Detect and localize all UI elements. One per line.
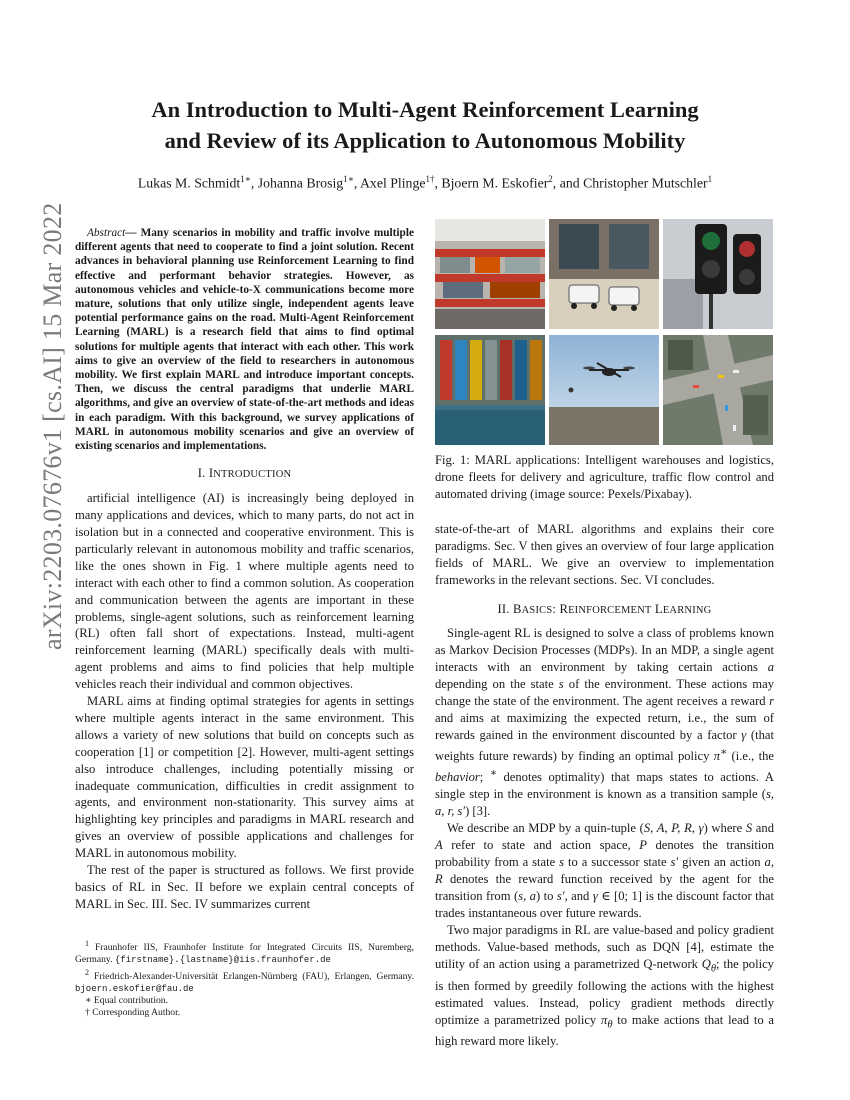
author: Lukas M. Schmidt (137, 175, 241, 191)
drone-photo (549, 335, 659, 445)
author: Axel Plinge (359, 175, 426, 191)
abstract-text: Many scenarios in mobility and traffic involve multiple different agents that need to cooperate to find a joint solution. Recent advances in behavioral planning use Reinforcement Learning to find effective and performant behavior strategies. However, as autonomous vehicles and vehicle-to-X communications become more mature, solutions that only utilize single, independent agents leave potential performance gains on the road. Multi-Agent Reinforcement Learning (MARL) is a research field that aims to find optimal solutions for multiple agents that interact with each other. This work aims to give an overview of the field to researchers in autonomous mobility. We first explain MARL and introduce important concepts. Then, we discuss the central paradigms that underlie MARL algorithms, and give an overview of state-of-the-art methods and ideas in each paradigm. With this background, we survey applications of MARL in autonomous mobility scenarios and give an overview of existing scenarios and implementations. (75, 227, 414, 453)
paper-title (60, 94, 790, 156)
right-column (435, 521, 774, 1050)
footnote-2-email: bjoern.eskofier@fau.de (75, 983, 194, 994)
footnotes (75, 938, 414, 1020)
author-list: Lukas M. Schmidt$^{1∗}$, Johanna Brosig$^{1∗}$, Axel Plinge$^{1\dagger}$, Bjoern M. Eskofier$^2$, and Christopher Mutschler$^1$ (137, 174, 713, 191)
author: Christopher Mutschler (583, 175, 708, 191)
abstract-label: Abstract (87, 227, 126, 239)
title-line-1: An Introduction to Multi-Agent Reinforcement Learning (151, 97, 699, 122)
warehouse-photo (435, 219, 545, 329)
basics-paragraph-3: Two major paradigms in RL are value-based and policy gradient methods. Value-based methods, such as DQN [4], estimate the utility of an action using a parametrized Q-network $Q_\theta$; the policy is then formed by greedily following the actions with the highest estimated values. Instead, policy gradient methods directly optimize a parametrized policy $\pi_\theta$ to make actions that lead to a high reward more likely. (435, 923, 774, 1049)
author: Bjoern M. Eskofier (441, 175, 549, 191)
section-heading-introduction: I. INTRODUCTION (197, 466, 292, 481)
author-affil: 1† (425, 174, 435, 184)
arxiv-stamp-text: arXiv:2203.07676v1 [cs.AI] 15 Mar 2022 (38, 202, 67, 650)
author-affil: 1∗ (343, 174, 354, 184)
footnote-1: $^1$ Fraunhofer IIS, Fraunhofer Institute for Integrated Circuits IIS, Nuremberg, Germany. {firstname}.{lastname}@iis.fraunhofer.de (75, 939, 414, 966)
intro-paragraph-3: The rest of the paper is structured as follows. We first provide basics of RL in Sec. II before we explain central concepts of MARL in Sec. III. Sec. IV summarizes current (75, 863, 414, 911)
intro-paragraph-3-continued: state-of-the-art of MARL algorithms and explains their core paradigms. Sec. V then gives an overview of four large application fields of MARL. We give an overview to implementation frameworks in the relevant sections. Sec. VI concludes. (435, 522, 774, 587)
title-line-2: and Review of its Application to Autonomous Mobility (164, 128, 686, 153)
delivery-robots-photo (549, 219, 659, 329)
city-intersection-photo (663, 335, 773, 445)
author: Johanna Brosig (257, 175, 344, 191)
traffic-light-photo (663, 219, 773, 329)
author-affil: 1 (707, 174, 713, 184)
figure-caption: Fig. 1: MARL applications: Intelligent warehouses and logistics, drone fleets for delivery and agriculture, traffic flow control and automated driving (image source: Pexels/Pixabay). (435, 453, 774, 501)
basics-paragraph-2: We describe an MDP by a quin-tuple (S, A, P, R, γ) where S and A refer to state and action space, P denotes the transition probability from a state s to a successor state s′ given an action a, R denotes the reward function received by the agent for the transition from (s, a) to s′, and γ ∈ [0; 1] is the discount factor that trades instantaneous over future rewards. (435, 821, 774, 921)
footnote-corresponding: † Corresponding Author. (85, 1007, 181, 1019)
intro-paragraph-2: MARL aims at finding optimal strategies for agents in settings where multiple agents interact in the same environment. This allows a variety of new solutions that build on concepts such as cooperation [1] or competition [2]. However, multi-agent settings also introduce challenges, including potentially missing or inadequate communication, difficulties in credit assignment to agents, and environment non-stationarity. This survey aims at highlighting key principles and paradigms in MARL research and gives an overview of possible applications and challenges for MARL in autonomous mobility. (75, 694, 414, 861)
intro-paragraph-1: artificial intelligence (AI) is increasingly being deployed in many applications and devices, which to many parts, do not act in isolation but in a connected and cooperative environment. This is particularly relevant in autonomous mobility and traffic scenarios, like the ones shown in Fig. 1 where multiple agents need to interact with each other to find a common solution. As cooperation and communication between the agents are important in these problems, single-agent solutions, such as reinforcement learning (RL) often fall short of expectations. Instead, multi-agent reinforcement learning (MARL) specifically deals with multi-agent problems and aims to find policies that help multiple vehicles reach their individual and common objectives. (75, 491, 414, 692)
author-affil: 2 (548, 174, 553, 184)
figure-1 (435, 219, 774, 446)
footnote-2: $^2$ Friedrich-Alexander-Universität Erlangen-Nürnberg (FAU), Erlangen, Germany. bjoern.eskofier@fau.de (75, 967, 415, 994)
footnote-1-email: {firstname}.{lastname}@iis.fraunhofer.de (114, 955, 331, 966)
basics-paragraph-1: Single-agent RL is designed to solve a class of problems known as Markov Decision Processes (MDPs). In an MDP, a single agent interacts with an environment by taking certain actions a depending on the state s of the environment. These actions may change the state of the environment. The agent receives a reward r and aims at maximizing the expected return, i.e., the sum of rewards gained in the environment discounted by a factor γ (that weights future rewards) by finding an optimal policy π∗ (i.e., the behavior; ∗ denotes optimality) that maps states to actions. A single step in the environment is known as a transition sample (s, a, r, s′) [3]. (435, 626, 774, 819)
footnote-equal: ∗ Equal contribution. (85, 995, 168, 1007)
author-affil: 1∗ (240, 174, 251, 184)
section-heading-basics: II. BASICS: REINFORCEMENT LEARNING (497, 602, 712, 616)
abstract: Abstract— Many scenarios in mobility and traffic involve multiple different agents that need to cooperate to find a joint solution. Recent advances in behavioral planning use Reinforcement Learning to find effective and performant behavior strategies. However, as autonomous vehicles and vehicle-to-X communications become more mature, solutions that only utilize single, independent agents leave potential performance gains on the road. Multi-Agent Reinforcement Learning (MARL) is a research field that aims to find optimal solutions for multiple agents that interact with each other. This work aims to give an overview of the field to researchers in autonomous mobility. We first explain MARL and introduce important concepts. Then, we discuss the central paradigms that underlie MARL algorithms, and give an overview of state-of-the-art methods and ideas in each paradigm. With this background, we survey applications of MARL in autonomous mobility scenarios and give an overview of existing scenarios and implementations. (75, 227, 414, 453)
container-port-photo (435, 335, 545, 445)
left-column (75, 226, 414, 913)
